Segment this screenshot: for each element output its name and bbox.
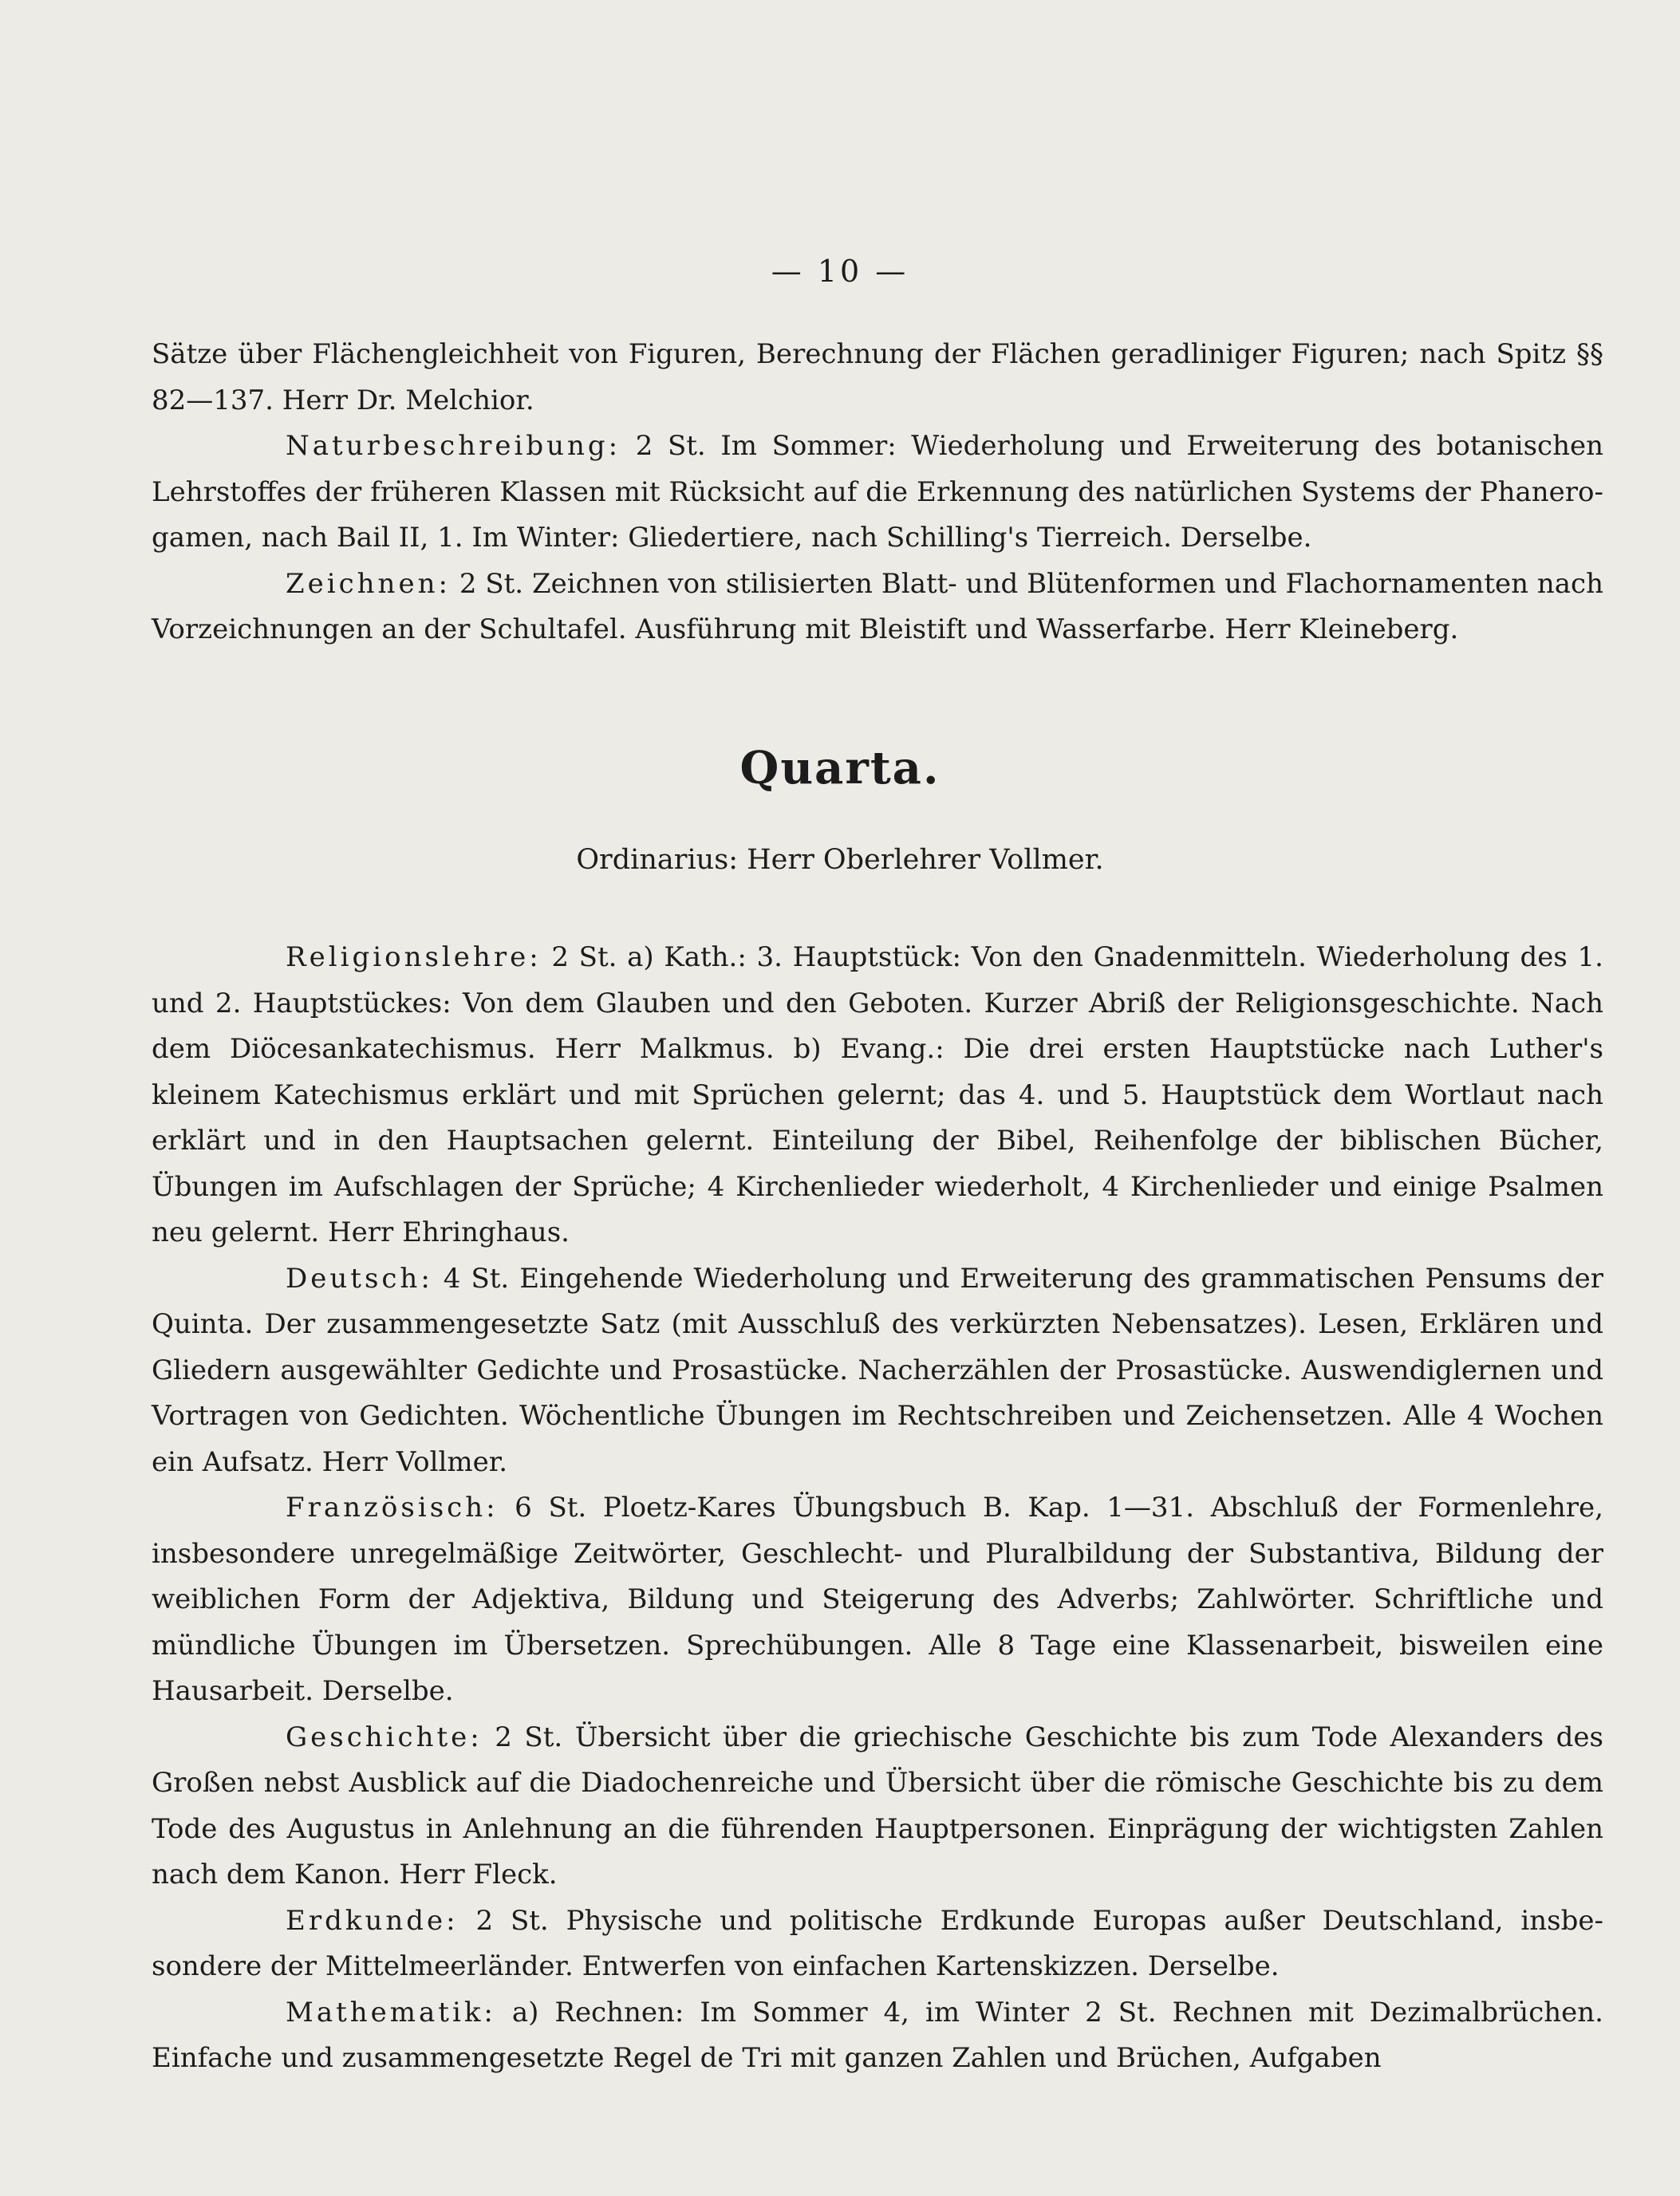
subject-label: Französisch: (286, 1492, 499, 1524)
paragraph-religionslehre (152, 935, 1603, 1256)
paragraph-geschichte (152, 1715, 1603, 1898)
subject-text: 4 St. Eingehende Wiederholung und Erweiterung des grammatischen Pensums der Quinta. Der zusammengesetzte Satz (mit Ausschluß des verkürzten Nebensatzes). Lesen, Erklären und Gliedern ausgewählter Gedichte und Prosastücke. Nacherzählen der Prosastücke. Auswendiglernen und Vortragen von Gedichten. Wöchentliche Übungen im Rechtschreiben und Zeichensetzen. Alle 4 Wochen ein Aufsatz. Herr Vollmer. (152, 1262, 1603, 1478)
subject-label: Geschichte: (286, 1721, 483, 1753)
subject-label: Mathematik: (286, 1996, 496, 2028)
subject-label: Erdkunde: (286, 1904, 459, 1937)
paragraph-erdkunde (152, 1898, 1603, 1990)
paragraph-mathematik (152, 1990, 1603, 2082)
subject-text: 2 St. Physische und politische Erdkunde Europas außer Deutschland, insbesondere der Mittelmeerländer. Entwerfen von einfachen Kartenskizzen. Derselbe. (152, 1904, 1603, 1982)
quarta-subjects (152, 935, 1603, 2082)
subject-text: 6 St. Ploetz-Kares Übungsbuch B. Kap. 1—31. Abschluß der Formenlehre, insbesondere unregelmäßige Zeitwörter, Geschlecht- und Pluralbildung der Substantiva, Bildung der weiblichen Form der Adjektiva, Bildung und Steigerung des Adverbs; Zahlwörter. Schriftliche und mündliche Übungen im Übersetzen. Sprechübungen. Alle 8 Tage eine Klassenarbeit, bisweilen eine Hausarbeit. Derselbe. (152, 1492, 1603, 1707)
subject-text: a) Rechnen: Im Sommer 4, im Winter 2 St. Rechnen mit Dezimalbrüchen. Einfache und zusammengesetzte Regel de Tri mit ganzen Zahlen und Brüchen, Aufgaben (152, 1996, 1603, 2074)
subject-text: 2 St. Zeichnen von stilisierten Blatt- und Blütenformen und Flachornamenten nach Vorzeichnungen an der Schultafel. Ausführung mit Bleistift und Wasserfarbe. Herr Kleineberg. (152, 567, 1603, 645)
subject-label: Naturbeschreibung: (286, 430, 621, 462)
paragraph-deutsch (152, 1256, 1603, 1486)
paragraph-zeichnen (152, 562, 1603, 653)
top-section (152, 332, 1603, 653)
section-heading: Quarta. (739, 742, 941, 794)
subject-text: 2 St. a) Kath.: 3. Hauptstück: Von den Gnadenmitteln. Wiederholung des 1. und 2. Hauptstückes: Von dem Glauben und den Geboten. Kurzer Abriß der Religionsgeschichte. Nach dem Diöcesankatechismus. Herr Malkmus. b) Evang.: Die drei ersten Hauptstücke nach Luther's kleinem Katechismus erklärt und mit Sprüchen gelernt; das 4. und 5. Hauptstück dem Wortlaut nach erklärt und in den Hauptsachen gelernt. Einteilung der Bibel, Reihenfolge der biblischen Bücher, Übungen im Aufschlagen der Sprüche; 4 Kirchenlieder wiederholt, 4 Kirchenlieder und einige Psalmen neu gelernt. Herr Ehringhaus. (152, 941, 1603, 1248)
continuation-paragraph: Sätze über Flächengleichheit von Figuren, Berechnung der Flächen geradliniger Figuren; nach Spitz §§ 82—137. Herr Dr. Melchior. (152, 338, 1603, 416)
subject-text: 2 St. Übersicht über die griechische Geschichte bis zum Tode Alexanders des Großen nebst Ausblick auf die Diadochenreiche und Übersicht über die römische Geschichte bis zu dem Tode des Augustus in Anlehnung an die führenden Hauptpersonen. Einprägung der wichtigsten Zahlen nach dem Kanon. Herr Fleck. (152, 1721, 1603, 1890)
subject-text: 2 St. Im Sommer: Wiederholung und Erweiterung des botanischen Lehrstoffes der früheren Klassen mit Rücksicht auf die Erkennung des natürlichen Systems der Phanerogamen, nach Bail II, 1. Im Winter: Gliedertiere, nach Schilling's Tierreich. Derselbe. (152, 430, 1603, 554)
subject-label: Zeichnen: (286, 567, 451, 600)
ordinarius-line: Ordinarius: Herr Oberlehrer Vollmer. (576, 844, 1104, 876)
subject-label: Religionslehre: (286, 941, 542, 973)
page-number: — 10 — (771, 254, 909, 289)
paragraph-franzoesisch (152, 1485, 1603, 1715)
paragraph-naturbeschreibung (152, 424, 1603, 562)
subject-label: Deutsch: (286, 1262, 433, 1295)
